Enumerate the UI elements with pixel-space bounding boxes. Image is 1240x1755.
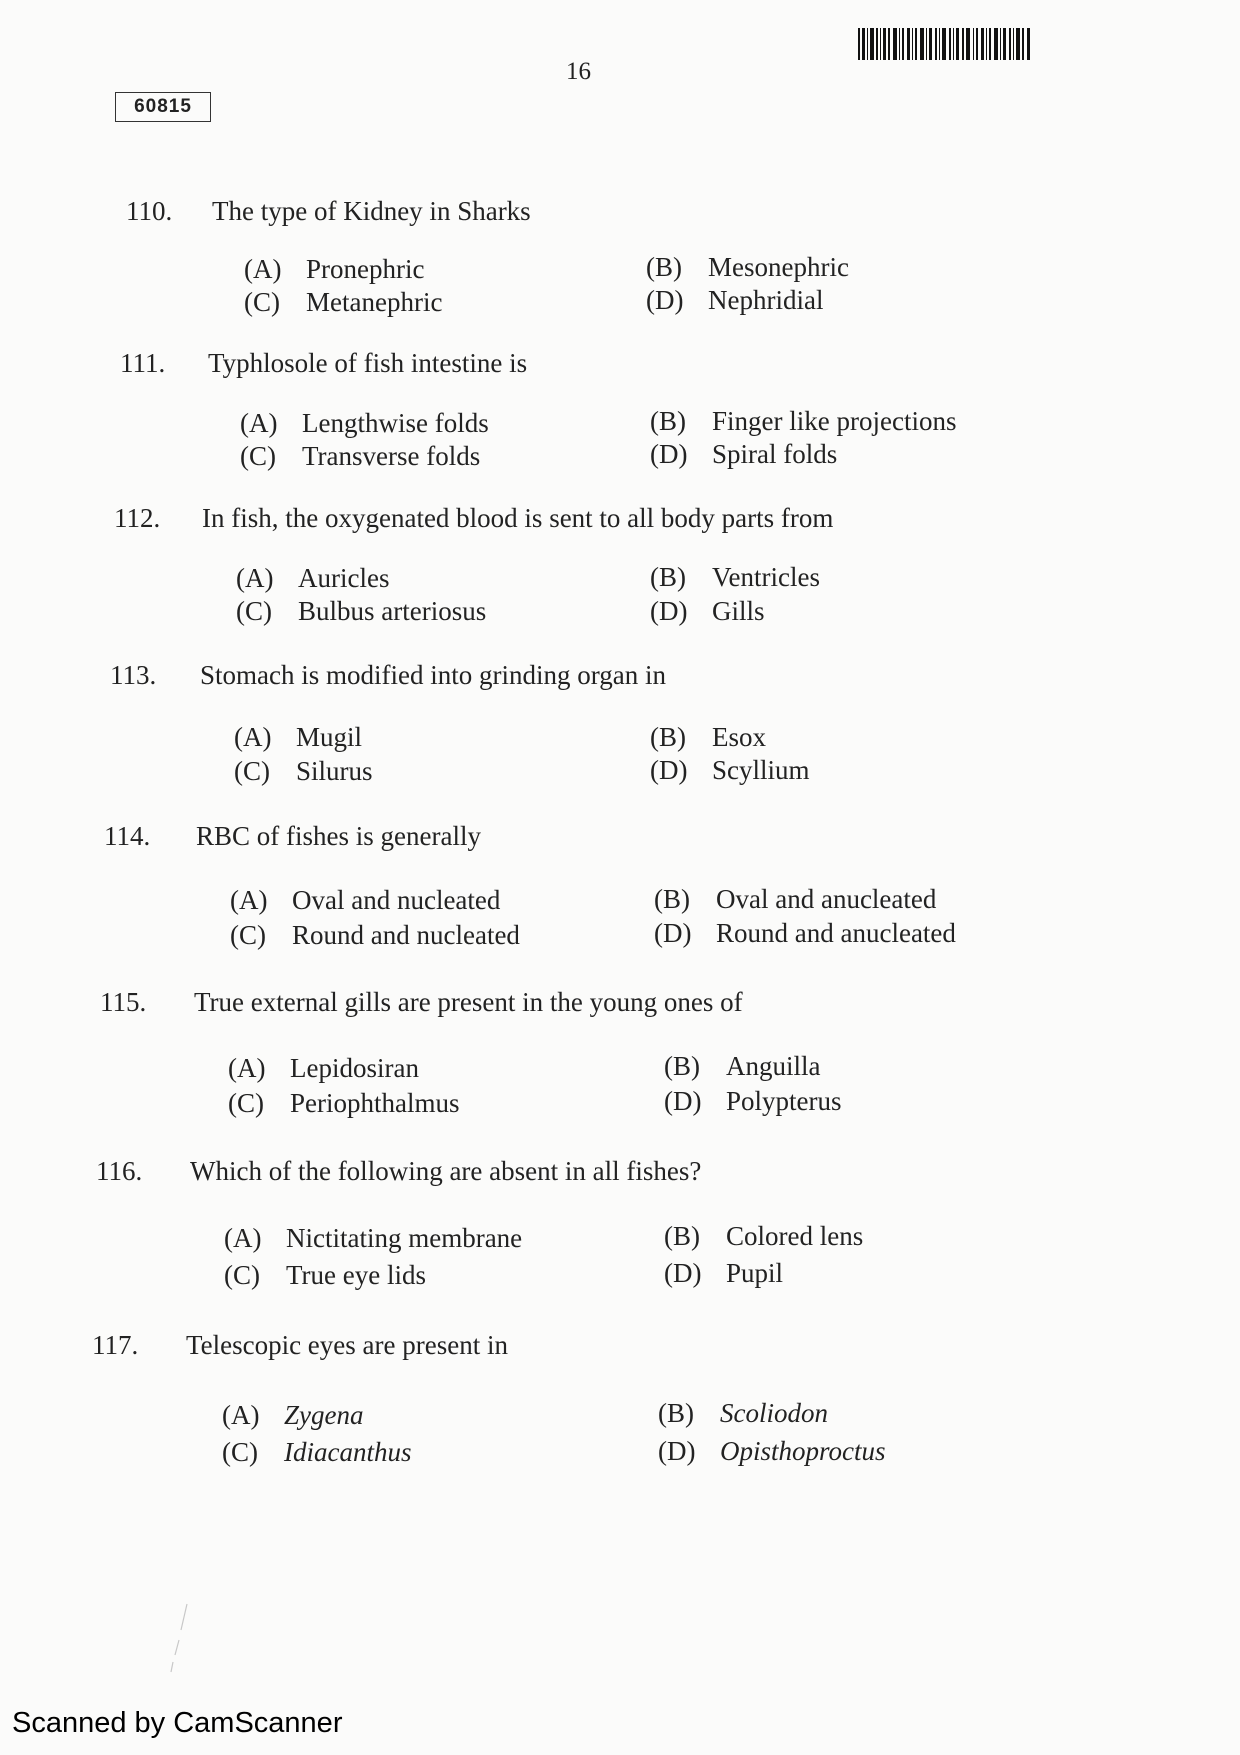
question-text: Which of the following are absent in all fishes? [190,1156,702,1186]
option-a [224,1223,522,1254]
option-d [650,755,810,786]
option-a [244,254,424,285]
option-b [650,722,766,753]
option-letter: (B) [650,406,686,436]
option-letter: (D) [664,1086,702,1116]
question-text: In fish, the oxygenated blood is sent to all body parts from [202,503,834,533]
option-letter: (D) [658,1436,696,1466]
option-d [650,439,837,470]
question-number: 110. [126,196,173,226]
option-text: Mugil [296,722,363,752]
option-text: Periophthalmus [290,1088,460,1118]
option-letter: (C) [244,287,280,317]
question-text: Typhlosole of fish intestine is [208,348,528,378]
option-text: Round and nucleated [292,920,520,950]
page-number: 16 [566,58,591,85]
option-letter: (D) [650,755,688,785]
option-letter: (D) [650,439,688,469]
question-text: The type of Kidney in Sharks [212,196,531,226]
option-text: Idiacanthus [284,1437,412,1467]
option-letter: (D) [650,596,688,626]
question-number: 113. [110,660,157,690]
option-text: Pupil [726,1258,784,1288]
option-text: Metanephric [306,287,443,317]
option-b [646,252,849,283]
option-c [222,1437,412,1468]
option-letter: (D) [646,285,684,315]
question-112 [0,503,1240,663]
option-letter: (D) [664,1258,702,1288]
option-letter: (B) [664,1051,700,1081]
option-letter: (B) [664,1221,700,1251]
question-text: RBC of fishes is generally [196,821,481,851]
option-letter: (A) [230,885,268,915]
option-text: Nictitating membrane [286,1223,523,1253]
option-a [234,722,362,753]
option-text: Nephridial [708,285,824,315]
option-text: Oval and anucleated [716,884,937,914]
option-letter: (C) [224,1260,260,1290]
option-a [228,1053,419,1084]
question-114 [0,821,1240,981]
option-letter: (A) [228,1053,266,1083]
option-letter: (B) [650,562,686,592]
option-a [222,1400,363,1431]
option-a [230,885,500,916]
option-letter: (C) [222,1437,258,1467]
option-letter: (B) [654,884,690,914]
question-116 [0,1156,1240,1316]
option-b [658,1398,828,1429]
option-c [236,596,486,627]
option-letter: (A) [236,563,274,593]
option-c [234,756,373,787]
option-text: Scyllium [712,755,810,785]
option-d [654,918,956,949]
option-letter: (A) [234,722,272,752]
option-c [240,441,480,472]
option-d [664,1086,842,1117]
option-d [658,1436,886,1467]
question-number: 114. [104,821,151,851]
barcode-icon [858,28,1032,60]
option-b [650,406,956,437]
option-letter: (C) [240,441,276,471]
option-letter: (C) [228,1088,264,1118]
option-b [664,1051,821,1082]
option-text: Polypterus [726,1086,842,1116]
option-a [240,408,489,439]
option-text: Scoliodon [720,1398,828,1428]
option-text: Lengthwise folds [302,408,489,438]
option-letter: (A) [244,254,282,284]
question-text: Telescopic eyes are present in [186,1330,508,1360]
option-letter: (C) [230,920,266,950]
option-b [654,884,936,915]
option-letter: (A) [224,1223,262,1253]
option-letter: (D) [654,918,692,948]
question-number: 116. [96,1156,143,1186]
option-text: Anguilla [726,1051,821,1081]
booklet-code-box: 60815 [115,92,211,122]
question-number: 111. [120,348,166,378]
option-text: Mesonephric [708,252,849,282]
option-text: Esox [712,722,766,752]
option-text: Finger like projections [712,406,957,436]
option-text: Opisthoproctus [720,1436,886,1466]
question-text: Stomach is modified into grinding organ in [200,660,666,690]
question-111 [0,348,1240,508]
option-letter: (B) [646,252,682,282]
scanner-watermark: Scanned by CamScanner [12,1707,343,1739]
option-c [244,287,442,318]
option-text: Round and anucleated [716,918,956,948]
option-text: Colored lens [726,1221,864,1251]
option-text: Bulbus arteriosus [298,596,487,626]
option-d [646,285,823,316]
option-letter: (A) [222,1400,260,1430]
option-text: Auricles [298,563,390,593]
option-text: Pronephric [306,254,425,284]
option-letter: (A) [240,408,278,438]
option-text: Oval and nucleated [292,885,501,915]
option-letter: (B) [658,1398,694,1428]
option-d [664,1258,783,1289]
option-text: Spiral folds [712,439,838,469]
option-b [650,562,820,593]
option-text: True eye lids [286,1260,426,1290]
pen-mark-icon [165,1600,195,1690]
question-number: 112. [114,503,161,533]
question-110 [0,196,1240,356]
option-text: Zygena [284,1400,364,1430]
question-text: True external gills are present in the young ones of [194,987,743,1017]
option-a [236,563,389,594]
option-c [228,1088,460,1119]
option-letter: (B) [650,722,686,752]
option-text: Lepidosiran [290,1053,419,1083]
option-b [664,1221,863,1252]
option-c [224,1260,426,1291]
option-text: Transverse folds [302,441,481,471]
question-115 [0,987,1240,1147]
option-letter: (C) [236,596,272,626]
question-117 [0,1330,1240,1490]
option-letter: (C) [234,756,270,786]
option-text: Ventricles [712,562,820,592]
option-d [650,596,765,627]
option-c [230,920,520,951]
option-text: Silurus [296,756,373,786]
option-text: Gills [712,596,765,626]
question-113 [0,660,1240,820]
question-number: 117. [92,1330,139,1360]
question-number: 115. [100,987,147,1017]
